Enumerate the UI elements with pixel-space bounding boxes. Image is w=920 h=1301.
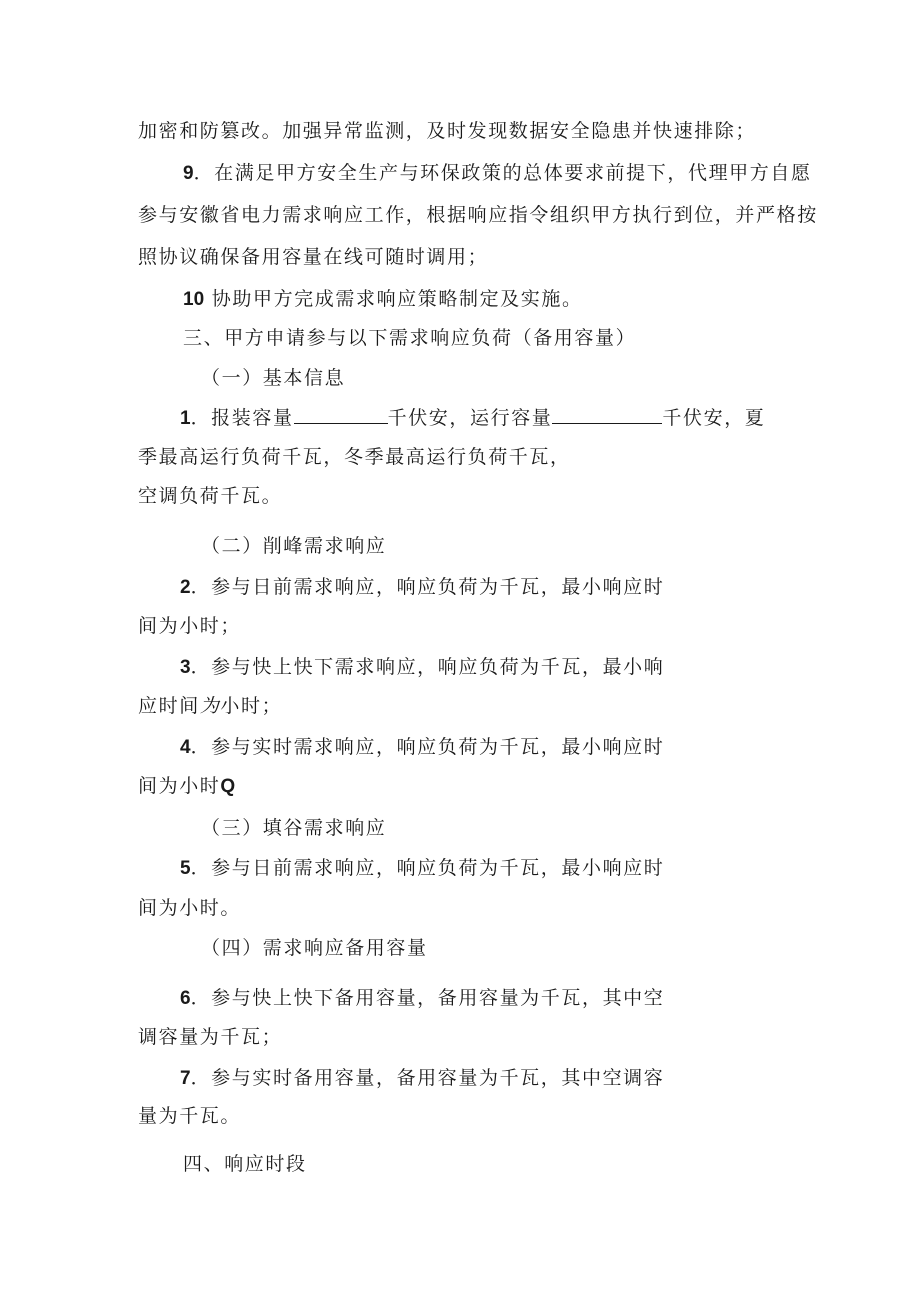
item-9 <box>183 160 812 187</box>
line-text: 协助甲方完成需求响应策略制定及实施。 <box>204 288 583 310</box>
line-text: 千伏安，运行容量 <box>387 407 553 429</box>
line-text-artifact: Q <box>220 776 237 797</box>
heading-text: （二）削峰需求响应 <box>201 535 387 557</box>
section-heading-4 <box>183 1151 307 1177</box>
text-line <box>138 613 241 639</box>
text-line <box>138 1024 282 1050</box>
line-text: 调容量为千瓦； <box>138 1026 283 1048</box>
subheading-reserve-capacity <box>201 935 428 961</box>
line-text: ．参与实时需求响应，响应负荷为千瓦，最小响应时 <box>190 736 665 758</box>
line-text: ．参与快上快下备用容量，备用容量为千瓦，其中空 <box>190 987 665 1009</box>
text-line <box>138 1103 241 1129</box>
line-text: 间为小时。 <box>138 897 242 919</box>
text-line <box>138 693 282 719</box>
item-6 <box>180 985 664 1012</box>
item-number: 6 <box>180 988 191 1009</box>
text-line <box>138 773 237 800</box>
text-line <box>138 483 282 509</box>
line-text: 间为小时； <box>138 615 242 637</box>
fill-in-blank-running-capacity[interactable] <box>552 405 662 424</box>
item-2 <box>180 574 664 601</box>
text-line-data-security <box>138 118 756 144</box>
heading-text: 四、响应时段 <box>183 1153 307 1175</box>
item-number: 9 <box>183 163 194 184</box>
item-1 <box>180 405 765 432</box>
heading-text: （三）填谷需求响应 <box>201 817 387 839</box>
heading-text: 三、甲方申请参与以下需求响应负荷（备用容量） <box>183 327 637 349</box>
line-text: 参与安徽省电力需求响应工作，根据响应指令组织甲方执行到位，并严格按 <box>138 204 818 226</box>
item-number: 1 <box>180 408 191 429</box>
line-text: ．报装容量 <box>190 407 294 429</box>
item-5 <box>180 855 664 882</box>
item-10 <box>183 286 583 313</box>
item-4 <box>180 734 664 761</box>
line-text: 照协议确保备用容量在线可随时调用； <box>138 246 489 268</box>
line-text: 量为千瓦。 <box>138 1105 242 1127</box>
line-text: 空调负荷千瓦。 <box>138 485 283 507</box>
text-line <box>138 244 488 270</box>
line-text: 应时间 <box>138 695 200 717</box>
subheading-valley-filling <box>201 815 386 841</box>
heading-text: （四）需求响应备用容量 <box>201 937 428 959</box>
line-text: 间为小时 <box>138 775 221 797</box>
item-7 <box>180 1065 664 1092</box>
line-text: ．参与日前需求响应，响应负荷为千瓦，最小响应时 <box>190 857 665 879</box>
subheading-basic-info <box>201 365 345 391</box>
heading-text: （一）基本信息 <box>201 367 346 389</box>
line-text: ．参与实时备用容量，备用容量为千瓦，其中空调容 <box>190 1067 665 1089</box>
item-number: 7 <box>180 1068 191 1089</box>
line-text: ．参与日前需求响应，响应负荷为千瓦，最小响应时 <box>190 576 665 598</box>
item-number: 2 <box>180 577 191 598</box>
line-text-italic: 为 <box>199 695 221 717</box>
line-text: 季最高运行负荷千瓦，冬季最高运行负荷千瓦， <box>138 446 571 468</box>
line-text: ．在满足甲方安全生产与环保政策的总体要求前提下，代理甲方自愿 <box>193 162 812 184</box>
line-text: 小时； <box>220 695 283 717</box>
line-text: 千伏安，夏 <box>662 407 766 429</box>
line-text: ．参与快上快下需求响应，响应负荷为千瓦，最小响 <box>190 656 665 678</box>
line-text: 加密和防篡改。加强异常监测，及时发现数据安全隐患并快速排除； <box>138 120 757 142</box>
item-number: 3 <box>180 657 191 678</box>
text-line <box>138 444 571 470</box>
text-line <box>138 202 818 228</box>
section-heading-3 <box>183 325 636 351</box>
item-3 <box>180 654 664 681</box>
item-number: 10 <box>183 289 205 310</box>
text-line <box>138 895 241 921</box>
subheading-peak-shaving <box>201 533 386 559</box>
fill-in-blank-installed-capacity[interactable] <box>294 405 388 424</box>
item-number: 4 <box>180 737 191 758</box>
item-number: 5 <box>180 858 191 879</box>
